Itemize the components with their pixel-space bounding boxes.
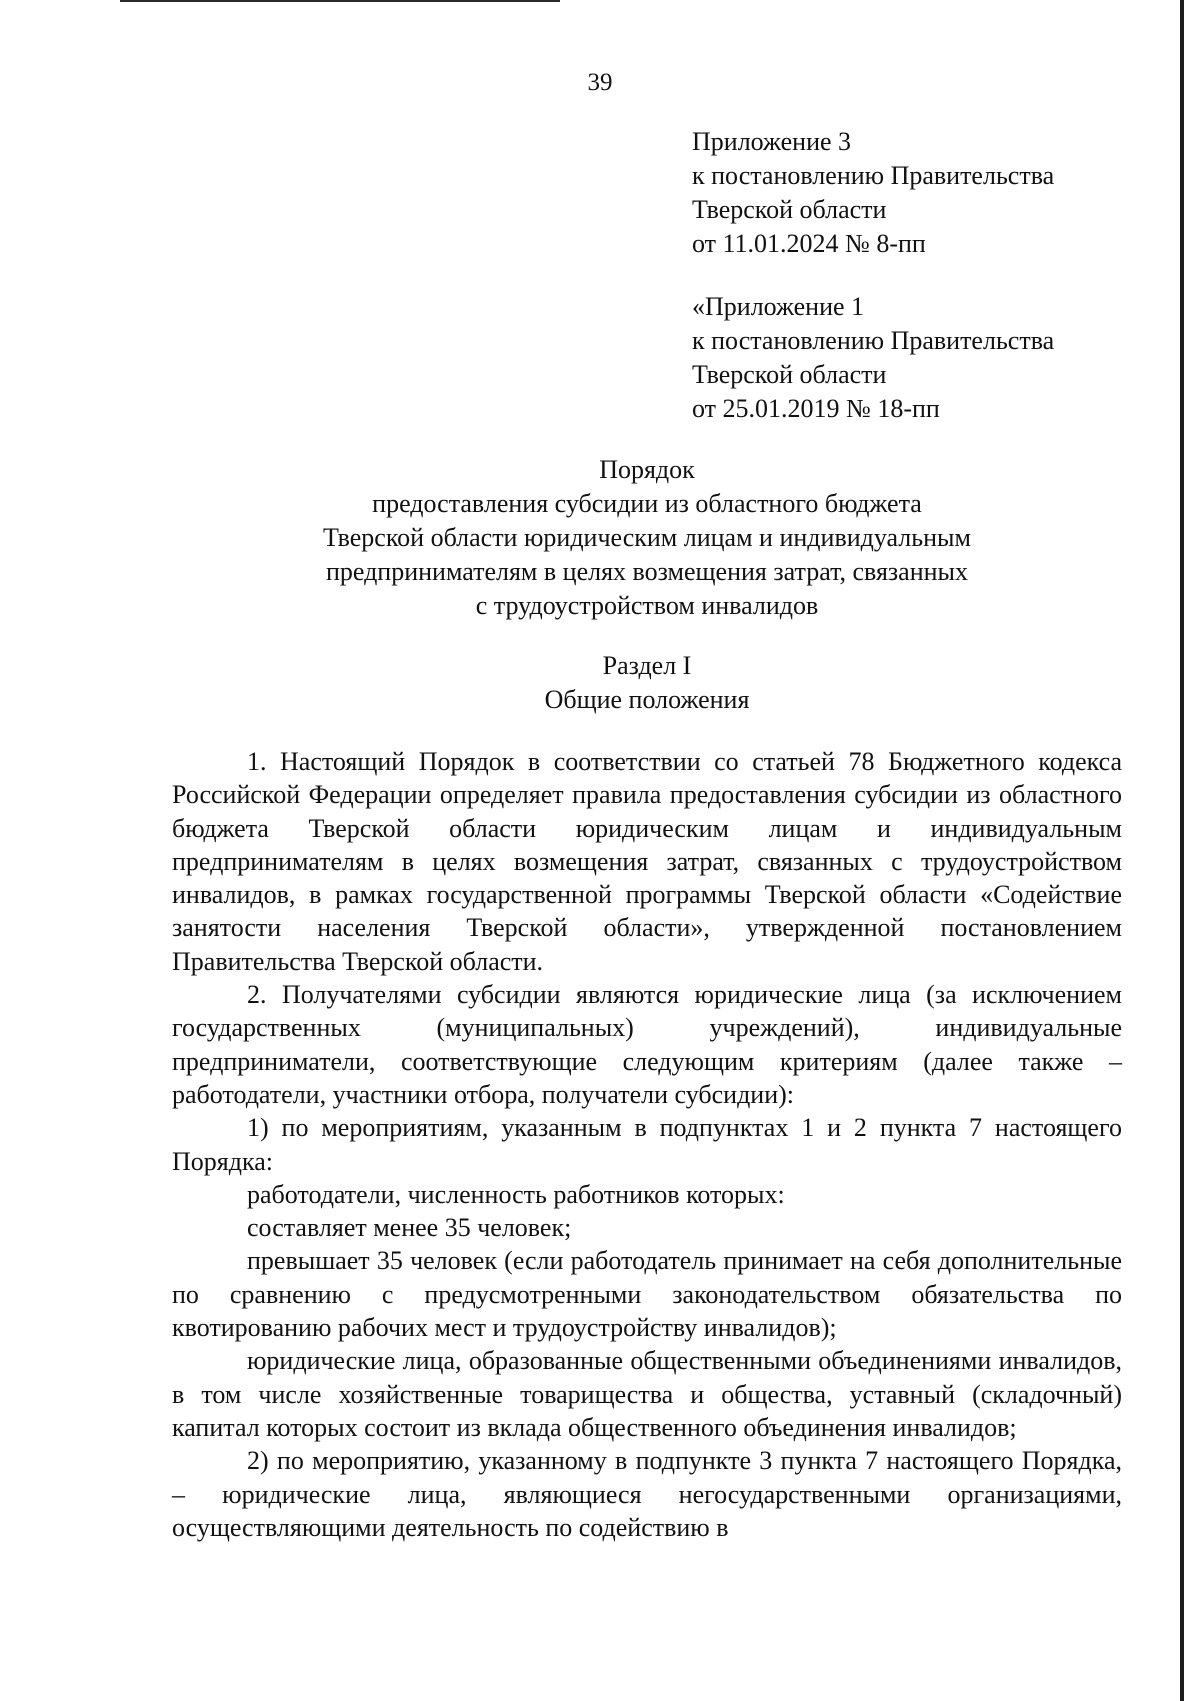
appendix-1-line: «Приложение 1 [692, 292, 865, 321]
appendix-1-line: от 25.01.2019 № 18-пп [692, 394, 940, 423]
appendix-3-line: Тверской области [692, 195, 887, 224]
paragraph: превышает 35 человек (если работодатель принимает на себя дополнительные по сравнению с предусмотренными законодательством обязательства по квотированию рабочих мест и трудоустройству инвалидов); [172, 1246, 1122, 1343]
paragraph: работодатели, численность работников которых: [247, 1179, 785, 1209]
document-title [172, 453, 1122, 623]
appendix-3-line: Приложение 3 [692, 127, 852, 156]
section-number: Раздел I [602, 651, 692, 680]
paragraph: 1. Настоящий Порядок в соответствии со статьей 78 Бюджетного кодекса Российской Федерации определяет правила предоставления субсидии из областного бюджета Тверской области юридическим лицам и индивидуальным предпринимателям в целях возмещения затрат, связанных с трудоустройством инвалидов, в рамках государственной программы Тверской области «Содействие занятости населения Тверской области», утвержденной постановлением Правительства Тверской области. [172, 747, 1122, 976]
title-line: предоставления субсидии из областного бюджета [372, 489, 922, 518]
paragraph: 2) по мероприятию, указанному в подпункте 3 пункта 7 настоящего Порядка, – юридические лица, являющиеся негосударственными организациями, осуществляющими деятельность по содействию в [172, 1446, 1122, 1542]
paragraph: 2. Получателями субсидии являются юридические лица (за исключением государственных (муниципальных) учреждений), индивидуальные предприниматели, соответствующие следующим критериям (далее также – работодатели, участники отбора, получатели субсидии): [172, 980, 1122, 1109]
appendix-3-line: к постановлению Правительства [692, 161, 1055, 190]
section-heading [172, 649, 1122, 717]
title-line: Тверской области юридическим лицам и индивидуальным [323, 523, 971, 552]
title-line: предпринимателям в целях возмещения затрат, связанных [325, 557, 969, 586]
paragraph: составляет менее 35 человек; [247, 1213, 572, 1243]
title-line: с трудоустройством инвалидов [475, 591, 819, 620]
body-text [172, 745, 1122, 1544]
appendix-1-block [692, 290, 1152, 426]
paragraph: 1) по мероприятиям, указанным в подпунктах 1 и 2 пункта 7 настоящего Порядка: [172, 1113, 1122, 1176]
scan-edge-right [1180, 0, 1184, 1701]
appendix-1-line: к постановлению Правительства [692, 326, 1055, 355]
appendix-1-line: Тверской области [692, 360, 887, 389]
section-name: Общие положения [544, 685, 750, 714]
appendix-3-line: от 11.01.2024 № 8-пп [692, 229, 926, 258]
paragraph: юридические лица, образованные общественными объединениями инвалидов, в том числе хозяйственные товарищества и общества, уставный (складочный) капитал которых состоит из вклада общественного объединения инвалидов; [172, 1346, 1122, 1442]
scan-edge-top [120, 0, 560, 2]
title-line: Порядок [599, 455, 695, 484]
page-number: 39 [587, 69, 613, 96]
appendix-3-block [692, 125, 1152, 261]
